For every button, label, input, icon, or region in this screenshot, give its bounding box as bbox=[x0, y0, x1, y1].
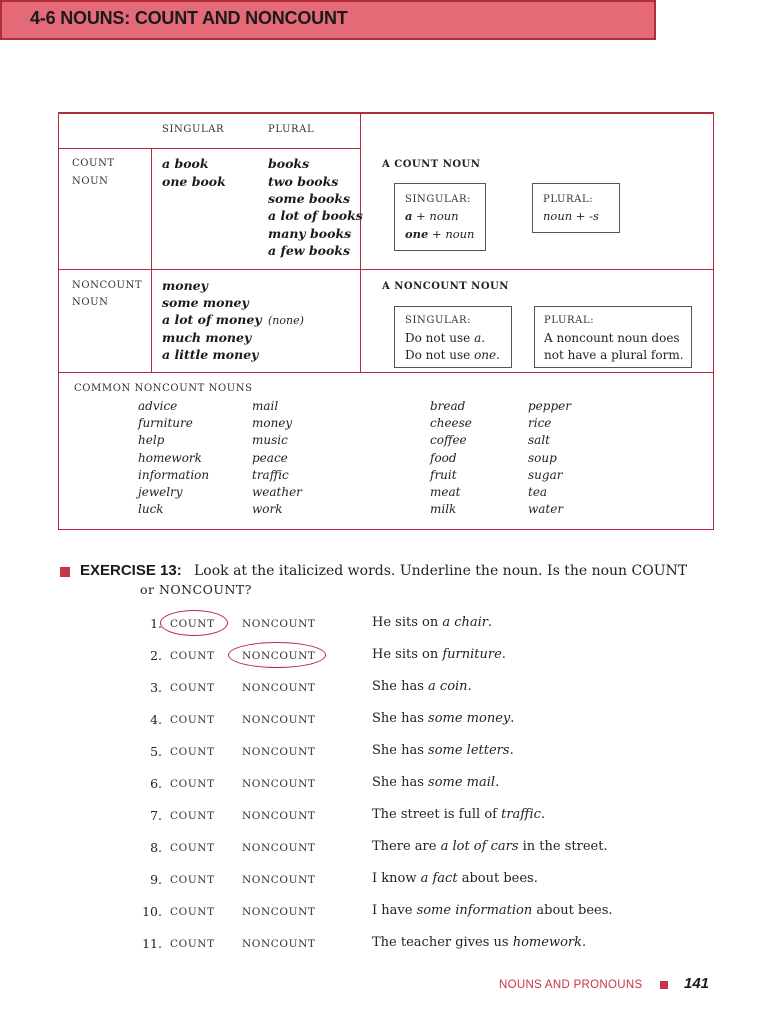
italic-phrase[interactable]: furniture bbox=[442, 647, 502, 662]
italic-phrase[interactable]: some mail bbox=[428, 775, 496, 790]
exercise-instructions: Look at the italicized words. Underline the noun. Is the noun COUNT bbox=[194, 563, 688, 579]
common-noncount-word: help bbox=[138, 433, 165, 448]
exercise-sentence: I have some information about bees. bbox=[372, 903, 613, 918]
exercise-sentence: I know a fact about bees. bbox=[372, 871, 538, 886]
option-count[interactable]: COUNT bbox=[170, 906, 215, 918]
box-line: A noncount noun does bbox=[544, 331, 680, 345]
common-noncount-word: mail bbox=[252, 399, 279, 413]
box-line: noun + -s bbox=[543, 209, 599, 223]
common-noncount-word: tea bbox=[528, 485, 548, 499]
italic-phrase[interactable]: a fact bbox=[420, 871, 458, 886]
exercise-label: EXERCISE 13: bbox=[80, 562, 182, 579]
common-noncount-word: food bbox=[430, 450, 457, 465]
common-noncount-word: furniture bbox=[138, 416, 193, 431]
common-noncount-word: milk bbox=[430, 502, 457, 517]
common-noncount-word: jewelry bbox=[138, 485, 183, 499]
box-caption: SINGULAR: bbox=[405, 194, 472, 205]
common-noncount-word: rice bbox=[528, 416, 552, 431]
noncount-noun-heading: A NONCOUNT NOUN bbox=[382, 281, 509, 292]
box-caption: SINGULAR: bbox=[405, 315, 472, 326]
option-count[interactable]: COUNT bbox=[170, 874, 215, 886]
exercise-item-number: 5. bbox=[150, 744, 162, 759]
row-label-count-2: NOUN bbox=[72, 176, 109, 187]
option-noncount[interactable]: NONCOUNT bbox=[242, 810, 316, 822]
noncount-singular-example: a little money bbox=[162, 347, 259, 362]
italic-phrase[interactable]: some information bbox=[416, 903, 533, 918]
box-caption: PLURAL: bbox=[543, 194, 594, 205]
noncount-singular-box bbox=[394, 306, 512, 368]
common-noncount-word: soup bbox=[528, 450, 557, 465]
common-noncount-word: fruit bbox=[430, 467, 457, 482]
noncount-singular-example: some money bbox=[162, 295, 249, 310]
common-noncount-word: work bbox=[252, 502, 283, 517]
exercise-item-number: 4. bbox=[150, 712, 162, 727]
italic-phrase[interactable]: some letters bbox=[428, 743, 510, 758]
row-label-noncount-1: NONCOUNT bbox=[72, 280, 143, 291]
table-rule-bottom bbox=[58, 529, 714, 530]
count-singular-box bbox=[394, 183, 486, 251]
count-plural-example: many books bbox=[268, 226, 352, 241]
footer-bullet-icon bbox=[660, 981, 668, 989]
common-noncount-word: information bbox=[138, 467, 210, 482]
col-header-plural: PLURAL bbox=[268, 124, 315, 135]
exercise-sentence: She has some money. bbox=[372, 711, 515, 726]
noncount-singular-example: money bbox=[162, 278, 208, 293]
common-noncount-heading: COMMON NONCOUNT NOUNS bbox=[74, 383, 253, 394]
italic-phrase[interactable]: a coin bbox=[428, 679, 468, 694]
exercise-item-number: 10. bbox=[142, 904, 162, 919]
count-plural-example: two books bbox=[268, 174, 339, 189]
common-noncount-word: luck bbox=[138, 502, 164, 517]
count-plural-example: books bbox=[268, 156, 310, 171]
common-noncount-word: peace bbox=[252, 450, 288, 465]
noncount-plural-box bbox=[534, 306, 692, 368]
common-noncount-word: salt bbox=[528, 433, 550, 448]
answer-circle bbox=[228, 642, 326, 668]
count-plural-example: a few books bbox=[268, 243, 351, 258]
option-noncount[interactable]: NONCOUNT bbox=[242, 842, 316, 854]
common-noncount-word: cheese bbox=[430, 416, 472, 431]
option-count[interactable]: COUNT bbox=[170, 810, 215, 822]
option-count[interactable]: COUNT bbox=[170, 746, 215, 758]
exercise-sentence: The teacher gives us homework. bbox=[372, 935, 587, 950]
exercise-sentence: He sits on furniture. bbox=[372, 647, 506, 662]
count-singular-example: one book bbox=[162, 174, 226, 189]
footer-section-name: NOUNS AND PRONOUNS bbox=[499, 979, 643, 991]
box-line: one + noun bbox=[405, 227, 475, 241]
exercise-item-number: 3. bbox=[150, 680, 162, 695]
common-noncount-word: advice bbox=[138, 399, 178, 413]
exercise-item-number: 9. bbox=[150, 872, 162, 887]
option-noncount[interactable]: NONCOUNT bbox=[242, 618, 316, 630]
table-rule-common bbox=[58, 372, 714, 373]
common-noncount-word: meat bbox=[430, 485, 461, 499]
option-count[interactable]: COUNT bbox=[170, 682, 215, 694]
exercise-bullet-icon bbox=[60, 567, 70, 577]
option-count[interactable]: COUNT bbox=[170, 842, 215, 854]
box-line: Do not use one. bbox=[405, 348, 500, 362]
option-count[interactable]: COUNT bbox=[170, 650, 215, 662]
option-count[interactable]: COUNT bbox=[170, 778, 215, 790]
col-header-singular: SINGULAR bbox=[162, 124, 225, 135]
option-noncount[interactable]: NONCOUNT bbox=[242, 714, 316, 726]
table-rule-left bbox=[58, 112, 59, 530]
box-caption: PLURAL: bbox=[544, 315, 595, 326]
count-plural-box bbox=[532, 183, 620, 233]
noncount-plural-none: (none) bbox=[268, 314, 304, 327]
noncount-singular-example: much money bbox=[162, 330, 252, 345]
option-noncount[interactable]: NONCOUNT bbox=[242, 938, 316, 950]
common-noncount-word: pepper bbox=[528, 399, 571, 413]
box-line: a + noun bbox=[405, 209, 459, 223]
common-noncount-word: traffic bbox=[252, 467, 289, 482]
table-rule-header bbox=[58, 148, 360, 149]
italic-phrase[interactable]: traffic bbox=[501, 807, 541, 822]
italic-phrase[interactable]: a chair bbox=[442, 615, 489, 630]
common-noncount-word: weather bbox=[252, 485, 302, 499]
row-label-count-1: COUNT bbox=[72, 158, 115, 169]
count-plural-example: some books bbox=[268, 191, 351, 206]
option-count[interactable]: COUNT bbox=[170, 618, 215, 630]
common-noncount-word: homework bbox=[138, 450, 202, 465]
table-rule-right-col bbox=[360, 112, 361, 372]
exercise-instructions-cont: or NONCOUNT? bbox=[140, 582, 252, 597]
exercise-sentence: She has some mail. bbox=[372, 775, 500, 790]
exercise-item-number: 1. bbox=[150, 616, 162, 631]
count-plural-example: a lot of books bbox=[268, 208, 363, 223]
table-rule-top bbox=[58, 112, 714, 114]
count-noun-heading: A COUNT NOUN bbox=[382, 159, 481, 170]
common-noncount-word: money bbox=[252, 416, 293, 431]
exercise-sentence: There are a lot of cars in the street. bbox=[372, 839, 608, 854]
italic-phrase[interactable]: some money bbox=[428, 711, 511, 726]
box-line: Do not use a. bbox=[405, 331, 486, 345]
option-noncount[interactable]: NONCOUNT bbox=[242, 650, 316, 662]
noncount-singular-example: a lot of money bbox=[162, 312, 262, 327]
exercise-sentence: The street is full of traffic. bbox=[372, 807, 546, 822]
exercise-item-number: 6. bbox=[150, 776, 162, 791]
option-noncount[interactable]: NONCOUNT bbox=[242, 682, 316, 694]
count-singular-example: a book bbox=[162, 156, 209, 171]
exercise-item-number: 7. bbox=[150, 808, 162, 823]
page-number: 141 bbox=[684, 975, 710, 992]
option-count[interactable]: COUNT bbox=[170, 714, 215, 726]
row-label-noncount-2: NOUN bbox=[72, 297, 109, 308]
section-header-band bbox=[0, 0, 656, 40]
italic-phrase[interactable]: a lot of cars bbox=[440, 839, 519, 854]
option-noncount[interactable]: NONCOUNT bbox=[242, 746, 316, 758]
table-rule-right bbox=[713, 112, 714, 530]
table-rule-mid bbox=[58, 269, 714, 270]
italic-phrase[interactable]: homework bbox=[512, 935, 582, 950]
exercise-sentence: She has a coin. bbox=[372, 679, 472, 694]
option-noncount[interactable]: NONCOUNT bbox=[242, 906, 316, 918]
common-noncount-word: sugar bbox=[528, 467, 563, 482]
exercise-sentence: She has some letters. bbox=[372, 743, 514, 758]
exercise-item-number: 11. bbox=[142, 936, 162, 951]
exercise-item-number: 2. bbox=[150, 648, 162, 663]
exercise-item-number: 8. bbox=[150, 840, 162, 855]
option-count[interactable]: COUNT bbox=[170, 938, 215, 950]
common-noncount-word: music bbox=[252, 433, 288, 448]
option-noncount[interactable]: NONCOUNT bbox=[242, 778, 316, 790]
common-noncount-word: bread bbox=[430, 399, 466, 413]
exercise-sentence: He sits on a chair. bbox=[372, 615, 493, 630]
answer-circle bbox=[160, 610, 228, 636]
common-noncount-word: water bbox=[528, 502, 564, 517]
page-title: 4-6 NOUNS: COUNT AND NONCOUNT bbox=[30, 8, 348, 28]
option-noncount[interactable]: NONCOUNT bbox=[242, 874, 316, 886]
table-rule-label-col bbox=[151, 148, 152, 372]
box-line: not have a plural form. bbox=[544, 348, 684, 362]
common-noncount-word: coffee bbox=[430, 433, 467, 448]
